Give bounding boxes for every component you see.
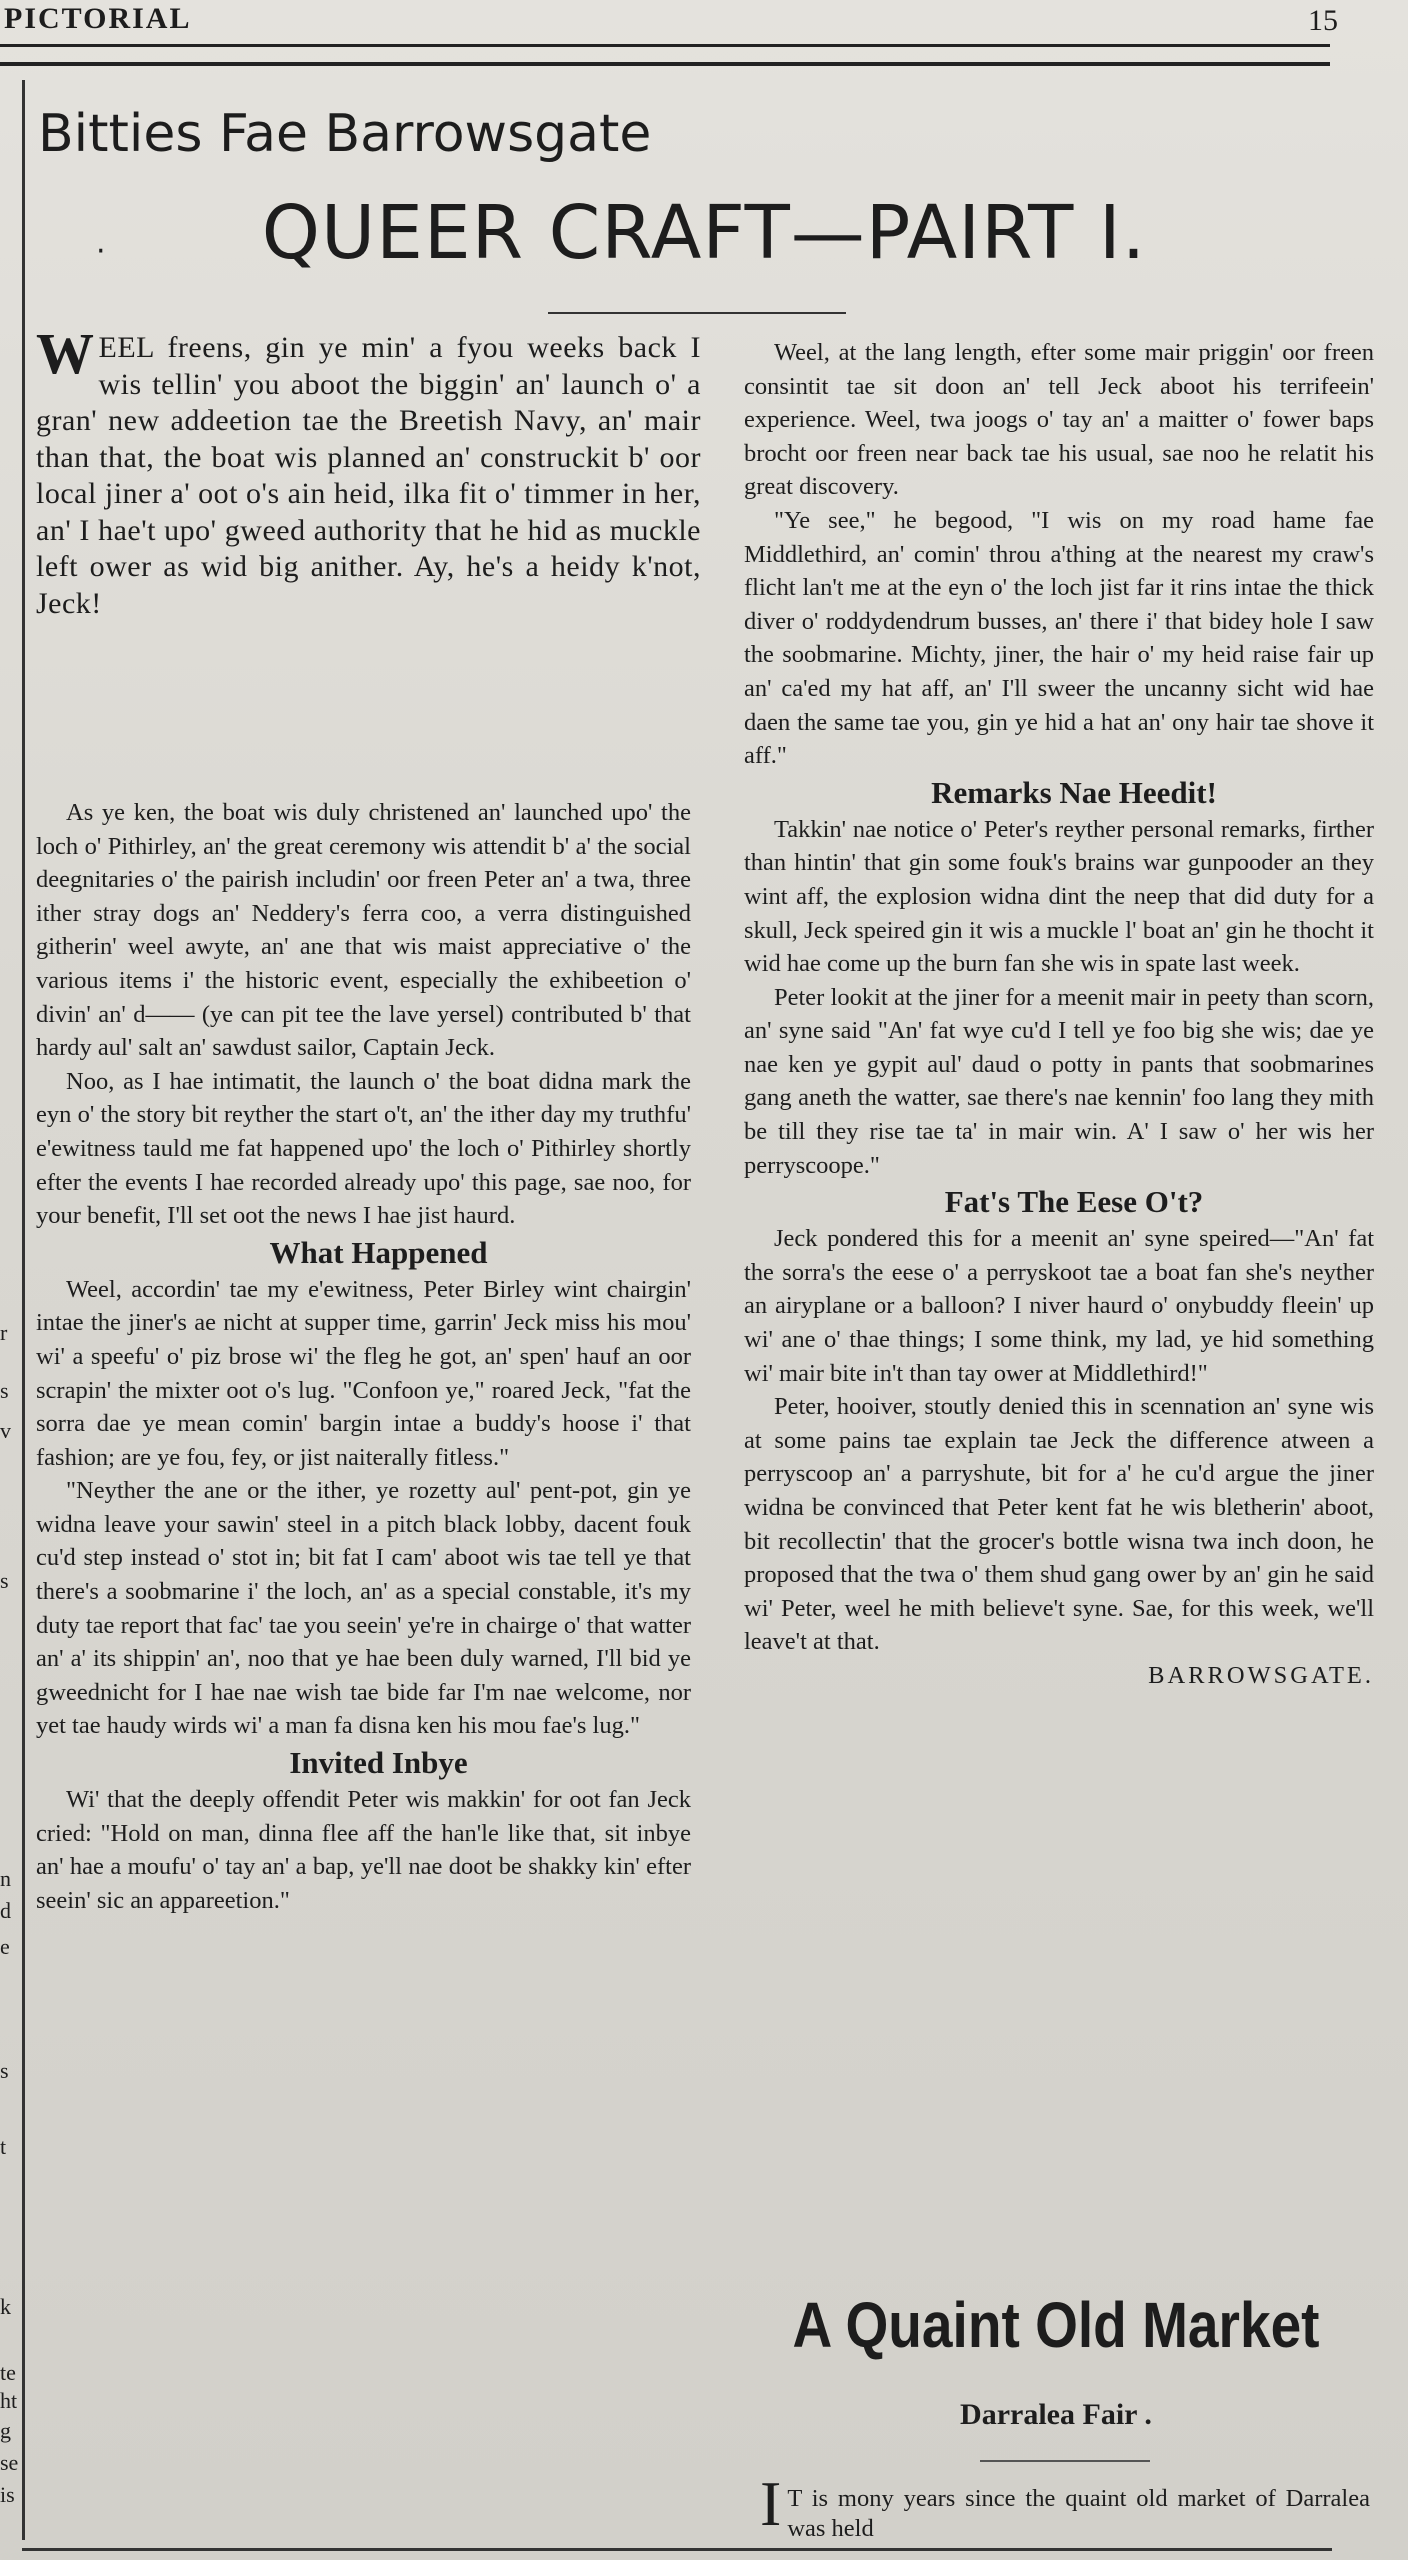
headline-text: QUEER CRAFT—PAIRT I. [261, 190, 1147, 276]
body-paragraph: "Ye see," he begood, "I wis on my road hame fae Middlethird, an' comin' throu a'thing at the nearest my craw's flicht lan't me at the eyn o' the loch jist far it rins intae the thick diver o' roddydendrum busses, an' there i' that bidey hole I saw the soobmarine. Michty, jiner, the hair o' my heid raise fair up an' ca'ed my hat aff, an' I'll sweer the uncanny sicht wid hae daen the same tae you, gin ye hid a hat an' ony hair tae shove it aff." [744, 506, 1374, 770]
margin-fragment: te [0, 2360, 16, 2385]
body-paragraph: Weel, accordin' tae my e'ewitness, Peter Birley wint chairgin' intae the jiner's ae nicht at supper time, garrin' Jeck miss his mou' wi' a speefu' o' piz brose wi' the fleg he got, an' spen' hauf an oor scrapin' the mixter oot o's lug. "Confoon ye," roared Jeck, "fat the sorra dae ye mean comin' bargin intae a buddy's hoose i' that fashion; are ye fou, fey, or jist naiterally fitless." [36, 1275, 691, 1471]
body-paragraph: Weel, at the lang length, efter some mair priggin' oor freen consintit tae sit doon an' tell Jeck aboot his terrifeein' experience. Weel, twa joogs o' tay an' a maitter o' fower baps brocht oor freen near back tae his usual, sae noo he relatit his great discovery. [744, 339, 1374, 501]
second-article-lead [760, 2468, 1370, 2544]
margin-fragment: t [0, 2134, 7, 2159]
second-article-text: T is mony years since the quaint old market of Darralea was held [787, 2485, 1370, 2542]
article-kicker: Bitties Fae Barrowsgate [38, 104, 652, 164]
margin-fragment: d [0, 1898, 11, 1923]
margin-fragment: s [0, 1378, 9, 1403]
column-right [744, 336, 1374, 1693]
margin-fragment: n [0, 1866, 11, 1891]
body-paragraph: Peter lookit at the jiner for a meenit mair in peety than scorn, an' syne said "An' fat wye cu'd I tell ye foo big she wis; dae ye nae ken ye gypit aul' daud o potty in pants that soobmarines gang aneth the watter, sae there's nae kennin' foo lang they mith be till they rise tae ta' in mair win. A' I saw o' her wis her perryscoope." [744, 983, 1374, 1179]
subheading-invited-inbye: Invited Inbye [289, 1745, 468, 1781]
margin-fragment: s [0, 1568, 9, 1593]
footer-rule [22, 2548, 1332, 2551]
body-paragraph: Wi' that the deeply offendit Peter wis makkin' for oot fan Jeck cried: "Hold on man, dinna flee aff the han'le like that, sit inbye an' hae a moufu' o' tay an' a bap, ye'll nae doot be shakky kin' efter seein' sic an appareetion." [36, 1786, 691, 1914]
subheading-remarks-nae-heedit: Remarks Nae Heedit! [931, 774, 1217, 810]
second-article-subtitle: Darralea Fair . [960, 2398, 1152, 2431]
margin-fragment: r [0, 1320, 8, 1345]
margin-fragment: e [0, 1934, 10, 1959]
section-title: PICTORIAL [4, 2, 192, 35]
margin-fragment: g [0, 2418, 11, 2443]
body-paragraph: As ye ken, the boat wis duly christened an' launched upo' the loch o' Pithirley, an' the great ceremony wis attendit b' a' the social deegnitaries o' the pairish includin' oor freen Peter an' a twa, three ither stray dogs an' Neddery's ferra coo, a verra distinguished githerin' weel awyte, an' ane that wis maist appreciative o' the various items i' the historic event, especially the exhibeetion o' divin' an' d—— (ye can pit tee the lave yersel) contributed b' that hardy aul' salt an' sawdust sailor, Captain Jeck. [36, 799, 691, 1062]
body-paragraph: Jeck pondered this for a meenit an' syne speired—"An' fat the sorra's the eese o' a perryskoot tae a boat fan she's neyther an airyplane or a balloon? I niver haurd o' onybuddy fleein' up wi' ane o' thae things; I some think, my lad, ye hid something wi' mair bite in't than tay ower at Middlethird!" [744, 1225, 1374, 1387]
lead-paragraph [36, 321, 701, 622]
drop-cap: W [36, 321, 95, 386]
margin-fragment: se [0, 2450, 19, 2475]
subheading-what-happened: What Happened [269, 1234, 488, 1270]
header-rule [0, 44, 1330, 47]
body-paragraph: Noo, as I hae intimatit, the launch o' the boat didna mark the eyn o' the story bit reyther the start o't, an' the ither day my truthfu' e'ewitness tauld me fat happened upo' the loch o' Pithirley shortly efter the events I hae recorded already upo' this page, sae noo, for your benefit, I'll set oot the news I hae jist haurd. [36, 1067, 691, 1230]
margin-fragment: k [0, 2294, 11, 2319]
column-rule-left [22, 80, 25, 2540]
margin-fragment: is [0, 2482, 15, 2507]
second-article-rule [980, 2460, 1150, 2462]
page-header [0, 0, 1408, 46]
author-signature: BARROWSGATE. [1148, 1661, 1374, 1689]
article-headline [0, 190, 1408, 276]
subheading-fats-the-eese: Fat's The Eese O't? [944, 1184, 1204, 1220]
body-paragraph: Peter, hooiver, stoutly denied this in scennation an' syne wis at some pains tae explain tae Jeck the difference atween a perryscoop an' a parryshute, bit for a' he cu'd argue the jiner widna be convinced that Peter kent fat he wis bletherin' aboot, bit recollectin' that the grocer's bottle wisna twa inch doon, he proposed that the twa o' them shud gang ower by an' gin he said wi' Peter, weel he mith believe't syne. Sae, for this week, we'll leave't at that. [744, 1393, 1374, 1656]
lead-text: EEL freens, gin ye min' a fyou weeks back I wis tellin' you aboot the biggin' an' launch o' a gran' new addeetion tae the Breetish Navy, an' mair than that, the boat wis planned an' construckit b' oor local jiner a' oot o's ain heid, ilka fit o' timmer in her, an' I hae't upo' gweed authority that he hid as muckle left ower as wid big anither. Ay, he's a heidy k'not, Jeck! [36, 331, 701, 620]
second-article-title: A Quaint Old Market [792, 2289, 1320, 2361]
drop-cap: I [760, 2468, 782, 2539]
header-rule-double [0, 62, 1330, 66]
bullet-dot: · [96, 234, 107, 269]
page-number: 15 [1308, 4, 1338, 37]
headline-rule [548, 312, 846, 314]
body-paragraph: Takkin' nae notice o' Peter's reyther personal remarks, firther than hintin' that gin some fouk's brains war gunpooder an they wint aff, the explosion widna dint the neep that did duty for a skull, Jeck speired gin it wis a muckle l' boat an' gin he thocht it wid hae come up the burn fan she wis in spate last week. [744, 815, 1374, 978]
column-left [36, 796, 691, 1917]
margin-fragment: v [0, 1418, 11, 1443]
margin-fragment: ht [0, 2388, 18, 2413]
body-paragraph: "Neyther the ane or the ither, ye rozetty aul' pent-pot, gin ye widna leave your sawin' steel in a pitch black lobby, dacent fouk cu'd step instead o' stot in; bit fat I cam' aboot wis tae tell ye that there's a soobmarine i' the loch, an' as a special constable, it's my duty tae report that fac' tae you seein' ye're in chairge o' that watter an' a' its shippin' an', noo that ye hae been duly warned, I'll bid ye gweednicht for I hae nae wish tae bide far I'm nae welcome, nor yet tae haudy wirds wi' a man fa disna ken his mou fae's lug." [36, 1477, 691, 1740]
margin-fragment: s [0, 2058, 9, 2083]
